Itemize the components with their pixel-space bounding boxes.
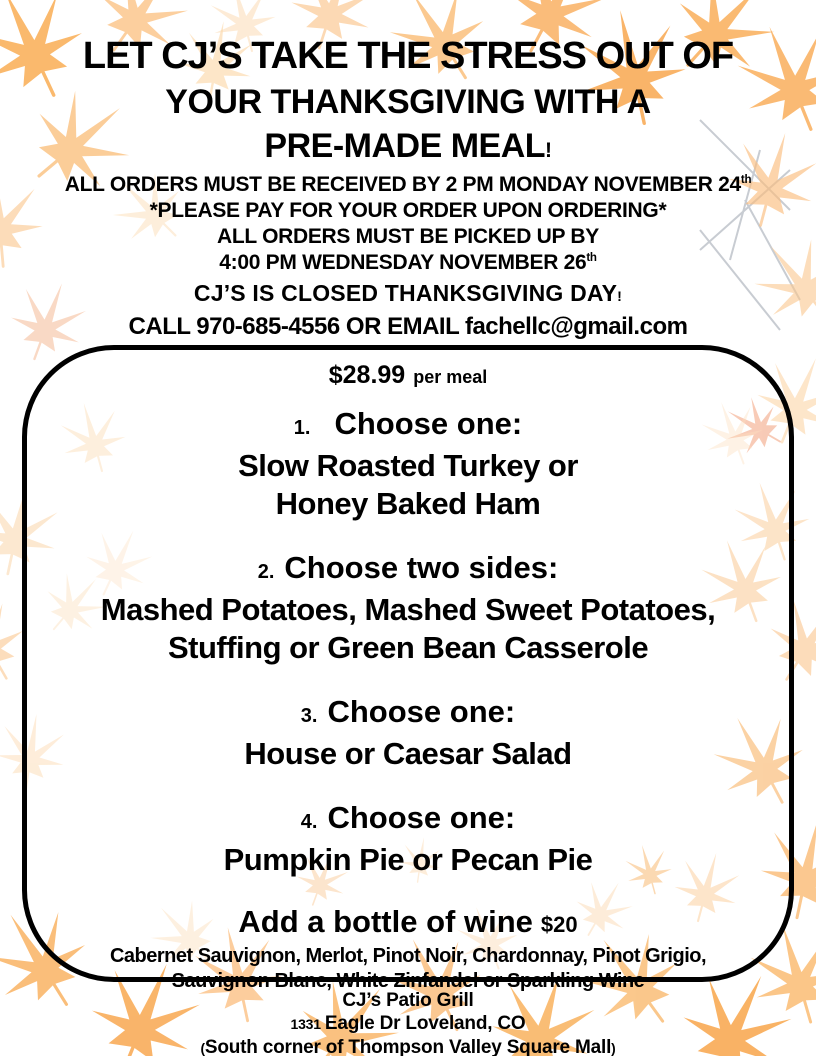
menu-item-4-head: [27, 799, 789, 841]
notice-deadline-text: ALL ORDERS MUST BE RECEIVED BY 2 PM MONDAY NOVEMBER 24: [64, 173, 741, 196]
item-label: Choose one:: [334, 406, 523, 441]
notice-closed-exclaim: !: [617, 289, 623, 305]
menu-item-4-options: [27, 841, 789, 879]
option-line: Mashed Potatoes, Mashed Sweet Potatoes,: [100, 592, 716, 627]
title-line-2: YOUR THANKSGIVING WITH A: [165, 83, 651, 121]
title-line-1: LET CJ’S TAKE THE STRESS OUT OF: [82, 35, 734, 77]
option-line: Stuffing or Green Bean Casserole: [167, 630, 649, 665]
wine-label: Add a bottle of wine: [238, 904, 533, 939]
menu-item-2: [27, 549, 789, 667]
price: $28.99: [328, 361, 406, 389]
title-exclaim: !: [545, 139, 552, 162]
notice-closed-text: CJ’S IS CLOSED THANKSGIVING DAY: [193, 280, 618, 306]
menu-item-3-head: [27, 693, 789, 735]
wine-head: [27, 903, 789, 944]
price-line: [27, 360, 789, 392]
menu-item-2-head: [27, 549, 789, 591]
item-number: 2.: [257, 561, 275, 583]
notice-deadline: [0, 172, 816, 198]
notice-closed: [0, 279, 816, 312]
item-number: 4.: [300, 811, 318, 833]
menu-item-1-options: [27, 447, 789, 523]
option-line: Honey Baked Ham: [275, 486, 541, 521]
paren-open: (: [200, 1041, 205, 1056]
option-line: Pumpkin Pie or Pecan Pie: [223, 842, 593, 877]
notice-pickup-2-sup: th: [586, 252, 597, 264]
title-line-3: [0, 125, 816, 172]
notice-payment: *PLEASE PAY FOR YOUR ORDER UPON ORDERING*: [149, 199, 667, 222]
wine-option-line: Sauvignon Blanc, White Zinfandel or Sparkling Wine: [171, 970, 645, 992]
meal-box: [22, 345, 794, 992]
address-line: [0, 1012, 816, 1036]
menu-item-1: [27, 405, 789, 523]
menu-item-4: [27, 799, 789, 879]
menu-item-1-head: [27, 405, 789, 447]
menu-item-3-options: [27, 735, 789, 773]
restaurant-name: CJ’s Patio Grill: [342, 990, 474, 1011]
notice-pickup-1: ALL ORDERS MUST BE PICKED UP BY: [217, 225, 599, 248]
contact-line: CALL 970-685-4556 OR EMAIL fachellc@gmail.com: [128, 313, 688, 340]
wine-option-line: Cabernet Sauvignon, Merlot, Pinot Noir, Chardonnay, Pinot Grigio,: [109, 945, 707, 967]
location-hint: [0, 1036, 816, 1056]
item-label: Choose one:: [327, 800, 516, 835]
wine-price: $20: [540, 912, 578, 937]
notice-pickup-2: [0, 250, 816, 276]
item-number: 3.: [300, 705, 318, 727]
item-label: Choose two sides:: [284, 550, 559, 585]
paren-close: ): [611, 1041, 616, 1056]
title-line-3-text: PRE-MADE MEAL: [264, 127, 546, 165]
option-line: Slow Roasted Turkey or: [238, 448, 578, 483]
notice-pickup-2-text: 4:00 PM WEDNESDAY NOVEMBER 26: [219, 251, 587, 274]
wine-section: [27, 903, 789, 994]
option-line: House or Caesar Salad: [244, 736, 572, 771]
footer: [0, 989, 816, 1056]
notice-deadline-sup: th: [740, 174, 752, 186]
item-number: 1.: [293, 417, 311, 439]
wine-options: [27, 944, 789, 994]
location-hint-text: South corner of Thompson Valley Square Mall: [204, 1037, 612, 1056]
price-unit: per meal: [413, 367, 488, 387]
menu-item-3: [27, 693, 789, 773]
address-text: Eagle Dr Loveland, CO: [324, 1013, 526, 1034]
address-number: 1331: [290, 1016, 321, 1032]
item-label: Choose one:: [327, 694, 516, 729]
menu-item-2-options: [27, 591, 789, 667]
